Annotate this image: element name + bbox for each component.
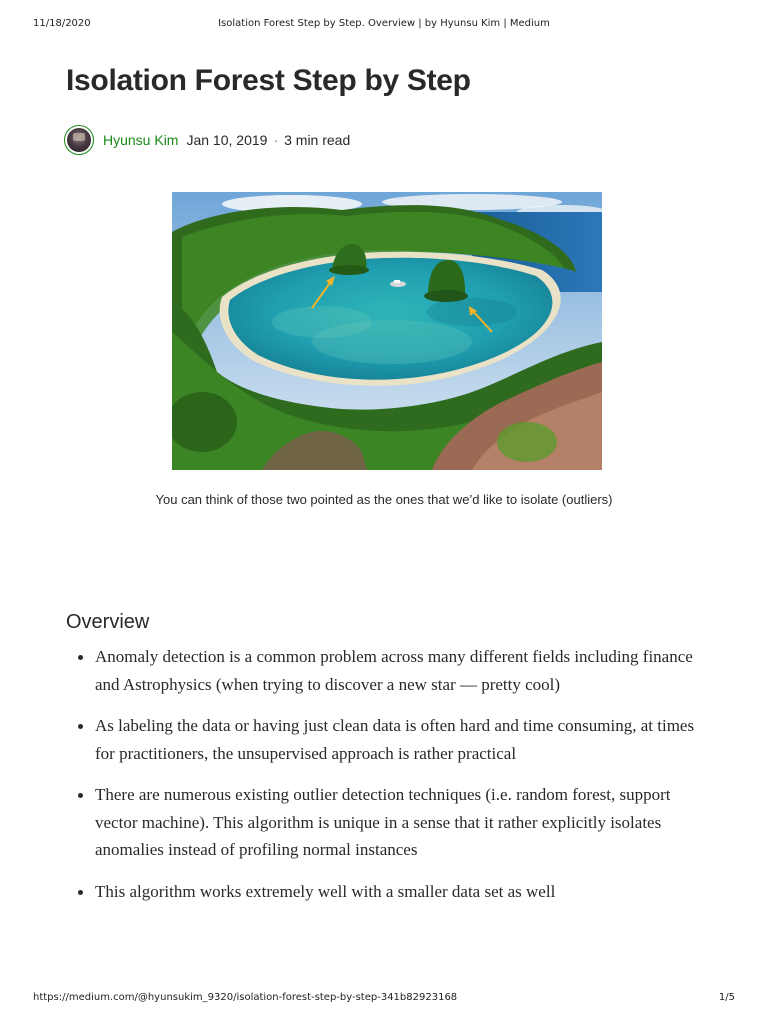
publish-date: Jan 10, 2019 bbox=[186, 132, 268, 148]
image-caption: You can think of those two pointed as the ones that we’d like to isolate (outliers) bbox=[155, 492, 613, 507]
list-item: Anomaly detection is a common problem across many different fields including finance and Astrophysics (when trying to discover a new star — pretty cool) bbox=[66, 643, 706, 698]
overview-list bbox=[66, 643, 706, 919]
list-item: There are numerous existing outlier detection techniques (i.e. random forest, support vector machine). This algorithm is unique in a sense that it rather explicitly isolates anomalies instead of profiling normal instances bbox=[66, 781, 706, 864]
print-page-title: Isolation Forest Step by Step. Overview | by Hyunsu Kim | Medium bbox=[218, 18, 550, 29]
article-title: Isolation Forest Step by Step bbox=[66, 64, 471, 97]
hero-image bbox=[172, 192, 602, 470]
page-number: 1/5 bbox=[718, 992, 735, 1003]
list-item: As labeling the data or having just clean data is often hard and time consuming, at times for practitioners, the unsupervised approach is rather practical bbox=[66, 712, 706, 767]
print-url: https://medium.com/@hyunsukim_9320/isolation-forest-step-by-step-341b82923168 bbox=[33, 992, 458, 1003]
print-footer bbox=[0, 992, 768, 1006]
overview-heading: Overview bbox=[66, 611, 150, 633]
byline-separator: · bbox=[273, 132, 279, 148]
print-date: 11/18/2020 bbox=[33, 18, 91, 29]
byline bbox=[64, 124, 350, 156]
avatar-image bbox=[67, 128, 91, 152]
list-item: This algorithm works extremely well with a smaller data set as well bbox=[66, 878, 706, 906]
avatar[interactable] bbox=[64, 125, 94, 155]
author-link[interactable]: Hyunsu Kim bbox=[103, 132, 179, 148]
read-time: 3 min read bbox=[284, 132, 351, 148]
print-header bbox=[0, 18, 768, 32]
